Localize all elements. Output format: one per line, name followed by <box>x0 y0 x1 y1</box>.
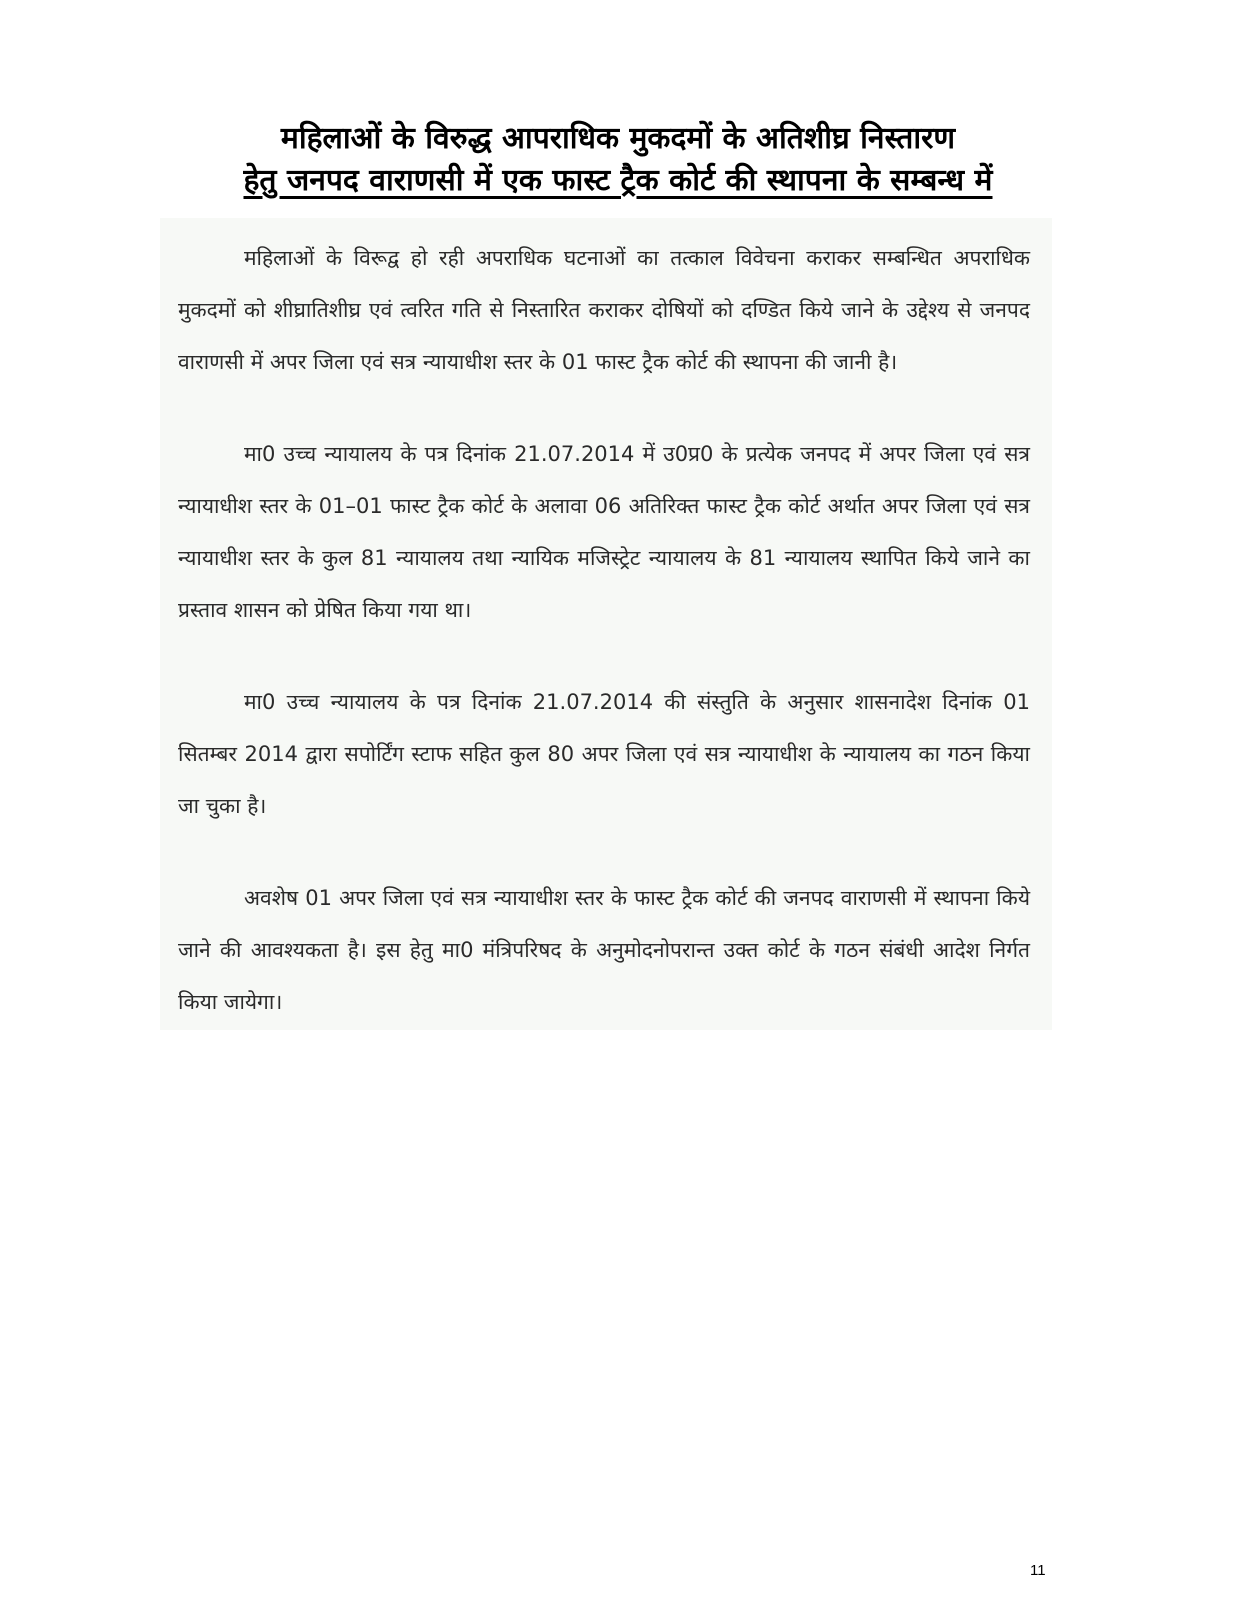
paragraph-3: मा0 उच्च न्यायालय के पत्र दिनांक 21.07.2014 की संस्तुति के अनुसार शासनादेश दिनांक 01 सितम्बर 2014 द्वारा सपोर्टिंग स्टाफ सहित कुल 80 अपर जिला एवं सत्र न्यायाधीश के न्यायालय का गठन किया जा चुका है। <box>178 690 1030 818</box>
scanned-text-block <box>160 218 1052 1030</box>
paragraph-1: महिलाओं के विरूद्व हो रही अपराधिक घटनाओं का तत्काल विवेचना कराकर सम्बन्धित अपराधिक मुकदमों को शीघ्रातिशीघ्र एवं त्वरित गति से निस्तारित कराकर दोषियों को दण्डित किये जाने के उद्देश्य से जनपद वाराणसी में अपर जिला एवं सत्र न्यायाधीश स्तर के 01 फास्ट ट्रैक कोर्ट की स्थापना की जानी है। <box>178 246 1030 374</box>
page-number: 11 <box>1030 1562 1046 1579</box>
title-line-2: हेतु जनपद वाराणसी में एक फास्ट ट्रैक कोर्ट की स्थापना के सम्बन्ध में <box>243 163 993 198</box>
paragraph-4: अवशेष 01 अपर जिला एवं सत्र न्यायाधीश स्तर के फास्ट ट्रैक कोर्ट की जनपद वाराणसी में स्थापना किये जाने की आवश्यकता है। इस हेतु मा0 मंत्रिपरिषद के अनुमोदनोपरान्त उक्त कोर्ट के गठन संबंधी आदेश निर्गत किया जायेगा। <box>178 886 1030 1014</box>
paragraph-2: मा0 उच्च न्यायालय के पत्र दिनांक 21.07.2014 में उ0प्र0 के प्रत्येक जनपद में अपर जिला एवं सत्र न्यायाधीश स्तर के 01–01 फास्ट ट्रैक कोर्ट के अलावा 06 अतिरिक्त फास्ट ट्रैक कोर्ट अर्थात अपर जिला एवं सत्र न्यायाधीश स्तर के कुल 81 न्यायालय तथा न्यायिक मजिस्ट्रेट न्यायालय के 81 न्यायालय स्थापित किये जाने का प्रस्ताव शासन को प्रेषित किया गया था। <box>178 442 1030 622</box>
title-line-1: महिलाओं के विरुद्ध आपराधिक मुकदमों के अतिशीघ्र निस्तारण <box>280 121 956 156</box>
document-title <box>150 118 1086 202</box>
